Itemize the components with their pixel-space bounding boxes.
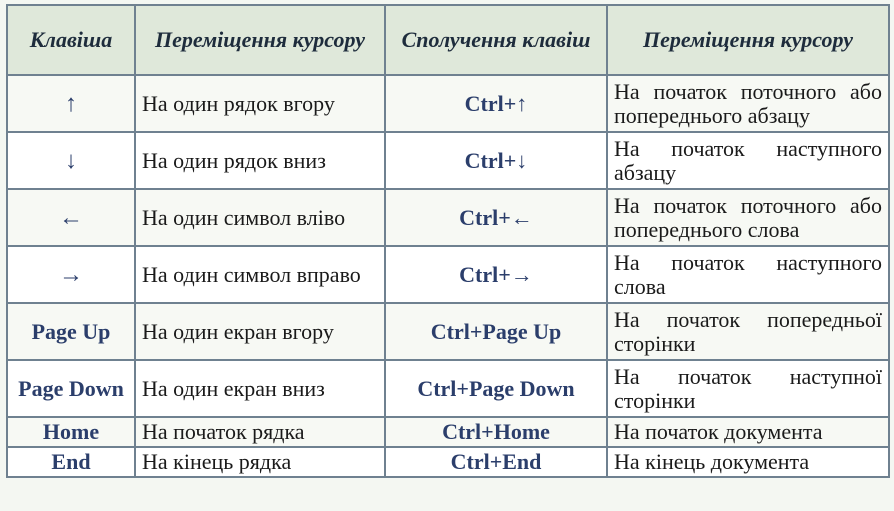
header-row xyxy=(7,5,889,75)
combo-cell: Ctrl+Page Up xyxy=(385,303,607,360)
key-cell: → xyxy=(7,246,135,303)
move-cell: На один символ вправо xyxy=(135,246,385,303)
combo-cell: Ctrl+Page Down xyxy=(385,360,607,417)
header-move: Переміщення курсору xyxy=(135,5,385,75)
combo-cell: Ctrl+↑ xyxy=(385,75,607,132)
dest-cell: На кінець документа xyxy=(607,447,889,477)
move-cell: На кінець рядка xyxy=(135,447,385,477)
combo-cell: Ctrl+End xyxy=(385,447,607,477)
table-row xyxy=(7,189,889,246)
dest-cell: На початок наступного слова xyxy=(607,246,889,303)
combo-cell: Ctrl+← xyxy=(385,189,607,246)
table-row xyxy=(7,75,889,132)
key-cell: ← xyxy=(7,189,135,246)
key-cell: End xyxy=(7,447,135,477)
cursor-keys-table xyxy=(6,4,890,478)
key-cell: Page Down xyxy=(7,360,135,417)
table-row xyxy=(7,447,889,477)
dest-cell: На початок поточного або попереднього абзацу xyxy=(607,75,889,132)
header-combo: Сполучення клавіш xyxy=(385,5,607,75)
dest-cell: На початок наступного абзацу xyxy=(607,132,889,189)
move-cell: На один екран вгору xyxy=(135,303,385,360)
move-cell: На один екран вниз xyxy=(135,360,385,417)
table-row xyxy=(7,132,889,189)
combo-cell: Ctrl+Home xyxy=(385,417,607,447)
table-row xyxy=(7,303,889,360)
table-row xyxy=(7,417,889,447)
dest-cell: На початок попередньої сторінки xyxy=(607,303,889,360)
header-key: Клавіша xyxy=(7,5,135,75)
move-cell: На один рядок вгору xyxy=(135,75,385,132)
move-cell: На один символ вліво xyxy=(135,189,385,246)
key-cell: Page Up xyxy=(7,303,135,360)
header-dest: Переміщення курсору xyxy=(607,5,889,75)
table-row xyxy=(7,246,889,303)
table-row xyxy=(7,360,889,417)
dest-cell: На початок наступної сторінки xyxy=(607,360,889,417)
key-cell: Home xyxy=(7,417,135,447)
dest-cell: На початок поточного або попереднього слова xyxy=(607,189,889,246)
move-cell: На один рядок вниз xyxy=(135,132,385,189)
key-cell: ↑ xyxy=(7,75,135,132)
key-cell: ↓ xyxy=(7,132,135,189)
move-cell: На початок рядка xyxy=(135,417,385,447)
combo-cell: Ctrl+→ xyxy=(385,246,607,303)
combo-cell: Ctrl+↓ xyxy=(385,132,607,189)
dest-cell: На початок документа xyxy=(607,417,889,447)
